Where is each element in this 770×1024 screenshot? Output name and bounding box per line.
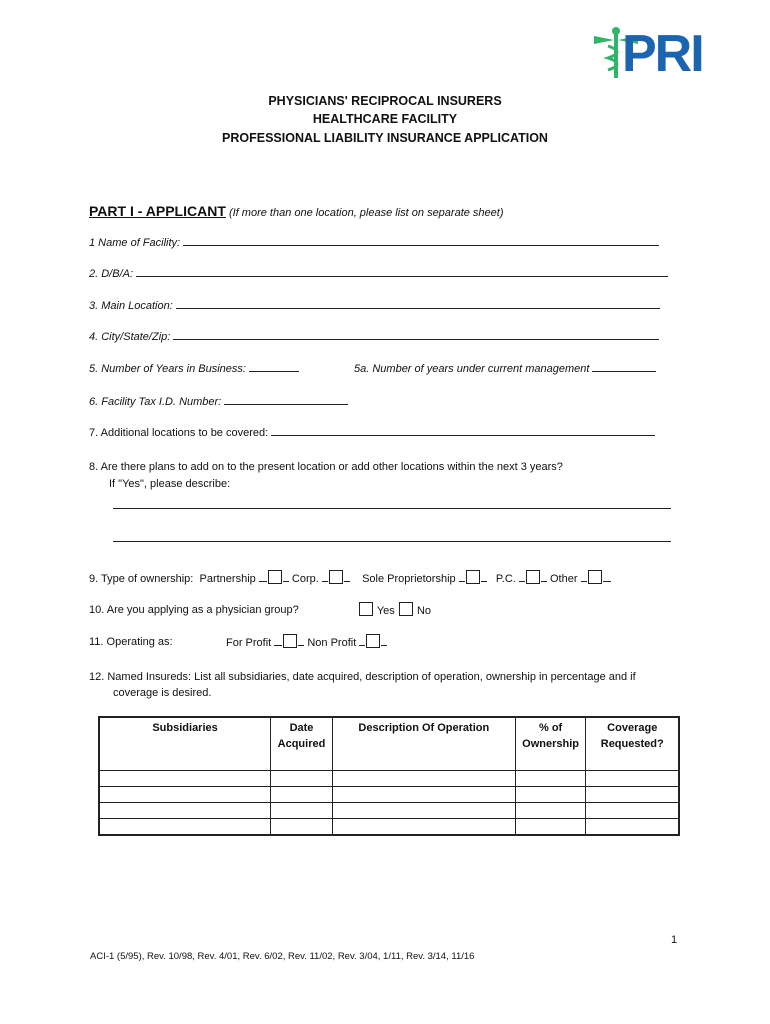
- q11-options: [226, 634, 387, 649]
- table-cell[interactable]: [332, 771, 515, 787]
- field-years-management: [354, 363, 656, 375]
- non-profit-label: Non Profit: [307, 637, 357, 649]
- partnership-checkbox[interactable]: [268, 570, 282, 584]
- part1-heading-row: [89, 203, 504, 219]
- yes-label: Yes: [376, 605, 395, 617]
- corp-checkbox[interactable]: [329, 570, 343, 584]
- table-cell[interactable]: [515, 771, 586, 787]
- table-cell[interactable]: [99, 787, 271, 803]
- other-label: Other: [550, 573, 578, 585]
- column-header: % of Ownership: [515, 717, 586, 771]
- table-header-row: [99, 717, 679, 771]
- column-header: Date Acquired: [271, 717, 333, 771]
- header-line3: PROFESSIONAL LIABILITY INSURANCE APPLICATION: [222, 131, 548, 145]
- q10-label: 10. Are you applying as a physician group?: [89, 604, 299, 616]
- table-cell[interactable]: [586, 803, 679, 819]
- yes-checkbox[interactable]: [359, 602, 373, 616]
- additional-locations-input[interactable]: [271, 435, 655, 436]
- column-header: Coverage Requested?: [586, 717, 679, 771]
- field-label: 2. D/B/A:: [89, 268, 134, 280]
- logo-text: PRI: [622, 25, 703, 83]
- table-row: [99, 787, 679, 803]
- table-cell[interactable]: [586, 819, 679, 836]
- field-main-location: [89, 300, 660, 312]
- sole-proprietorship-label: Sole Proprietorship: [362, 573, 456, 585]
- table-cell[interactable]: [332, 803, 515, 819]
- table-cell[interactable]: [99, 803, 271, 819]
- q11-label: 11. Operating as:: [89, 636, 173, 648]
- table-cell[interactable]: [332, 819, 515, 836]
- table-cell[interactable]: [271, 803, 333, 819]
- field-dba: [89, 268, 668, 280]
- describe-line-1[interactable]: [113, 508, 671, 509]
- dba-input[interactable]: [136, 276, 668, 277]
- pri-logo: [592, 26, 718, 85]
- table-cell[interactable]: [586, 771, 679, 787]
- q10-options: [358, 602, 431, 617]
- field-label: 7. Additional locations to be covered:: [89, 427, 269, 439]
- q12-line1: 12. Named Insureds: List all subsidiaries, date acquired, description of operation, ownership in percentage and if: [89, 671, 636, 683]
- table-cell[interactable]: [271, 771, 333, 787]
- field-label: 6. Facility Tax I.D. Number:: [89, 396, 222, 408]
- city-state-zip-input[interactable]: [173, 339, 659, 340]
- years-management-input[interactable]: [592, 371, 656, 372]
- main-location-input[interactable]: [176, 308, 660, 309]
- table-cell[interactable]: [332, 787, 515, 803]
- pc-checkbox[interactable]: [526, 570, 540, 584]
- non-profit-checkbox[interactable]: [366, 634, 380, 648]
- table-row: [99, 819, 679, 836]
- no-checkbox[interactable]: [399, 602, 413, 616]
- for-profit-label: For Profit: [226, 637, 272, 649]
- for-profit-checkbox[interactable]: [283, 634, 297, 648]
- ownership-label: 9. Type of ownership:: [89, 573, 194, 585]
- table-cell[interactable]: [99, 771, 271, 787]
- field-label: 1 Name of Facility:: [89, 237, 181, 249]
- pc-label: P.C.: [495, 573, 516, 585]
- no-label: No: [416, 605, 431, 617]
- part1-heading: PART I - APPLICANT: [89, 203, 226, 219]
- column-header: Description Of Operation: [332, 717, 515, 771]
- years-in-business-input[interactable]: [249, 371, 299, 372]
- header-line2: HEALTHCARE FACILITY: [312, 112, 458, 126]
- table-cell[interactable]: [99, 819, 271, 836]
- field-tax-id: [89, 396, 348, 408]
- q12-line2: coverage is desired.: [113, 687, 212, 699]
- field-additional-locations: [89, 427, 655, 439]
- table-cell[interactable]: [586, 787, 679, 803]
- ownership-row: [89, 570, 611, 585]
- field-years-in-business: [89, 363, 299, 375]
- facility-name-input[interactable]: [183, 245, 659, 246]
- other-checkbox[interactable]: [588, 570, 602, 584]
- field-plans-question: 8. Are there plans to add on to the present location or add other locations within the next 3 years?: [89, 461, 563, 473]
- tax-id-input[interactable]: [224, 404, 348, 405]
- field-city-state-zip: [89, 331, 659, 343]
- page-number: 1: [671, 934, 678, 946]
- describe-line-2[interactable]: [113, 541, 671, 542]
- table-row: [99, 771, 679, 787]
- field-label: 4. City/State/Zip:: [89, 331, 171, 343]
- column-header: Subsidiaries: [99, 717, 271, 771]
- table-cell[interactable]: [515, 819, 586, 836]
- field-facility-name: [89, 237, 659, 249]
- field-label: 5. Number of Years in Business:: [89, 363, 246, 375]
- partnership-label: Partnership: [199, 573, 256, 585]
- table-row: [99, 803, 679, 819]
- table-cell[interactable]: [515, 803, 586, 819]
- header-line1: PHYSICIANS' RECIPROCAL INSURERS: [268, 94, 502, 108]
- table-cell[interactable]: [515, 787, 586, 803]
- part1-note: (If more than one location, please list on separate sheet): [228, 207, 504, 219]
- subsidiaries-table: [98, 716, 680, 836]
- field-label: 5a. Number of years under current management: [354, 363, 590, 375]
- revision-footer: ACI-1 (5/95), Rev. 10/98, Rev. 4/01, Rev. 6/02, Rev. 11/02, Rev. 3/04, 1/11, Rev. 3/14, 11/16: [90, 951, 475, 962]
- table-cell[interactable]: [271, 819, 333, 836]
- table-cell[interactable]: [271, 787, 333, 803]
- field-plans-describe: If "Yes", please describe:: [109, 478, 231, 490]
- sole-proprietorship-checkbox[interactable]: [466, 570, 480, 584]
- corp-label: Corp.: [291, 573, 319, 585]
- field-label: 3. Main Location:: [89, 300, 173, 312]
